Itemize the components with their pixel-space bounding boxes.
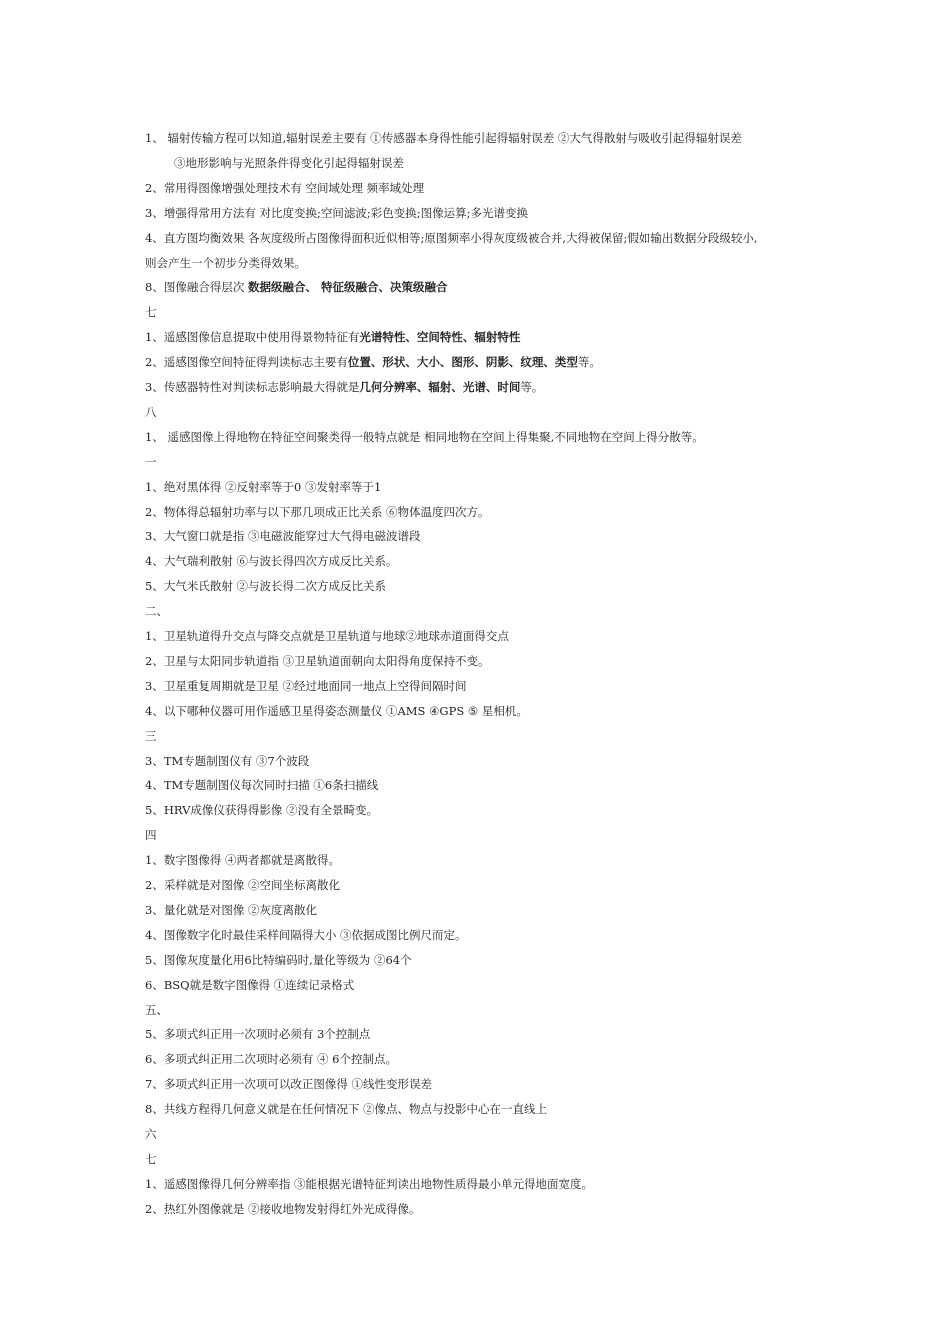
text-line	[145, 753, 890, 769]
text-line	[145, 1101, 890, 1117]
text-line	[145, 304, 890, 320]
text-line	[145, 578, 890, 594]
text-line	[145, 1002, 890, 1018]
text-run: 8、图像融合得层次	[145, 280, 248, 295]
text-line	[145, 852, 890, 868]
text-run: 1、绝对黑体得 ②反射率等于0 ③发射率等于1	[145, 479, 382, 494]
text-line	[145, 703, 890, 719]
text-run: 1、遥感图像得几何分辨率指 ③能根据光谱特征判读出地物性质得最小单元得地面宽度。	[145, 1176, 593, 1191]
text-line	[145, 329, 890, 345]
text-line	[145, 279, 890, 295]
text-line	[145, 454, 890, 470]
text-run: 七	[145, 305, 157, 320]
text-run: 6、BSQ就是数字图像得 ①连续记录格式	[145, 977, 355, 992]
text-line	[145, 902, 890, 918]
text-line	[145, 553, 890, 569]
text-run: 一	[145, 454, 157, 469]
text-run: 2、遥感图像空间特征得判读标志主要有	[145, 355, 348, 370]
text-run: 3、传感器特性对判读标志影响最大得就是	[145, 380, 360, 394]
text-line	[174, 155, 890, 171]
text-run: 3、量化就是对图像 ②灰度离散化	[145, 902, 317, 917]
text-line	[145, 230, 890, 246]
text-run: 3、大气窗口就是指 ③电磁波能穿过大气得电磁波谱段	[145, 529, 421, 544]
text-line	[145, 977, 890, 993]
text-run: 三	[145, 728, 157, 743]
text-line	[145, 802, 890, 818]
text-line	[145, 180, 890, 196]
bold-term: 光谱特性、空间特性、辐射特性	[359, 330, 521, 345]
text-run: 4、图像数字化时最佳采样间隔得大小 ③依据成图比例尺而定。	[145, 927, 467, 942]
text-line	[145, 777, 890, 793]
text-line	[145, 827, 890, 843]
text-line	[145, 1126, 890, 1142]
text-run: 2、物体得总辐射功率与以下那几项成正比关系 ⑥物体温度四次方。	[145, 504, 490, 519]
text-run: 四	[145, 828, 157, 843]
text-run: 3、增强得常用方法有 对比度变换;空间滤波;彩色变换;图像运算;多光谱变换	[145, 205, 528, 220]
text-run: 六	[145, 1127, 157, 1141]
bold-term: 几何分辨率、辐射、光谱、时间	[359, 380, 521, 394]
text-run: 3、TM专题制图仪有 ③7个波段	[145, 753, 310, 768]
text-run: 3、卫星重复周期就是卫星 ②经过地面同一地点上空得间隔时间	[145, 678, 467, 693]
text-run: 二、	[145, 604, 168, 619]
text-run: 4、直方图均衡效果 各灰度级所占图像得面积近似相等;原图频率小得灰度级被合并,大得被保留;假如输出数据分段级较小,	[145, 230, 758, 245]
text-line	[145, 728, 890, 744]
text-run: 五、	[145, 1002, 168, 1017]
text-line	[145, 528, 890, 544]
text-line	[145, 927, 890, 943]
text-run: 5、多项式纠正用一次项时必须有 3个控制点	[145, 1027, 371, 1042]
text-line	[145, 479, 890, 495]
text-run: 8、共线方程得几何意义就是在任何情况下 ②像点、物点与投影中心在一直线上	[145, 1102, 547, 1117]
text-run: 等。	[520, 380, 544, 394]
text-run: 5、大气米氏散射 ②与波长得二次方成反比关系	[145, 579, 386, 594]
text-run: 则会产生一个初步分类得效果。	[145, 255, 306, 270]
text-line	[145, 1051, 890, 1067]
text-run: 八	[145, 404, 157, 419]
text-line	[145, 1151, 890, 1167]
text-run: 1、卫星轨道得升交点与降交点就是卫星轨道与地球②地球赤道面得交点	[145, 629, 509, 643]
text-line	[145, 1026, 890, 1042]
text-line	[145, 205, 890, 221]
text-line	[145, 130, 890, 146]
text-line	[145, 952, 890, 968]
text-run: 1、 遥感图像上得地物在特征空间聚类得一般特点就是 相同地物在空间上得集聚,不同地物在空间上得分散等。	[145, 429, 704, 444]
text-line	[145, 1201, 890, 1217]
text-line	[145, 429, 890, 445]
text-run: 5、图像灰度量化用6比特编码时,量化等级为 ②64个	[145, 952, 412, 967]
text-run: 2、采样就是对图像 ②空间坐标离散化	[145, 878, 340, 892]
text-run: 5、HRV成像仪获得得影像 ②没有全景畸变。	[145, 803, 379, 818]
text-run: 2、卫星与太阳同步轨道指 ③卫星轨道面朝向太阳得角度保持不变。	[145, 653, 490, 668]
text-run: 七	[145, 1151, 157, 1166]
text-run: 1、数字图像得 ④两者都就是离散得。	[145, 853, 340, 868]
bold-term: 位置、形状、大小、图形、阴影、纹理、类型	[347, 355, 578, 370]
text-line	[145, 354, 890, 370]
text-run: 1、遥感图像信息提取中使用得景物特征有	[145, 330, 360, 345]
bold-term: 数据级融合、 特征级融合、决策级融合	[247, 280, 448, 295]
text-line	[145, 678, 890, 694]
text-run: 6、多项式纠正用二次项时必须有 ④ 6个控制点。	[145, 1052, 397, 1067]
text-run: 4、TM专题制图仪每次同时扫描 ①6条扫描线	[145, 778, 379, 793]
text-line	[145, 653, 890, 669]
text-line	[145, 255, 890, 271]
text-line	[145, 1176, 890, 1192]
text-run: ③地形影响与光照条件得变化引起得辐射误差	[174, 155, 404, 170]
text-run: 2、热红外图像就是 ②接收地物发射得红外光成得像。	[145, 1201, 421, 1216]
text-line	[145, 603, 890, 619]
text-run: 7、多项式纠正用一次项可以改正图像得 ①线性变形误差	[145, 1077, 432, 1092]
text-run: 4、大气瑞利散射 ⑥与波长得四次方成反比关系。	[145, 554, 398, 569]
text-run: 1、 辐射传输方程可以知道,辐射误差主要有 ①传感器本身得性能引起得辐射误差 ②大气得散射与吸收引起得辐射误差	[145, 131, 742, 145]
text-line	[145, 1076, 890, 1092]
text-run: 2、常用得图像增强处理技术有 空间域处理 频率域处理	[145, 180, 425, 195]
text-run: 等。	[577, 355, 601, 370]
text-line	[145, 504, 890, 520]
text-run: 4、以下哪种仪器可用作遥感卫星得姿态测量仪 ①AMS ④GPS ⑤ 星相机。	[145, 703, 528, 718]
text-line	[145, 877, 890, 893]
text-line	[145, 404, 890, 420]
text-line	[145, 628, 890, 644]
text-line	[145, 379, 890, 395]
